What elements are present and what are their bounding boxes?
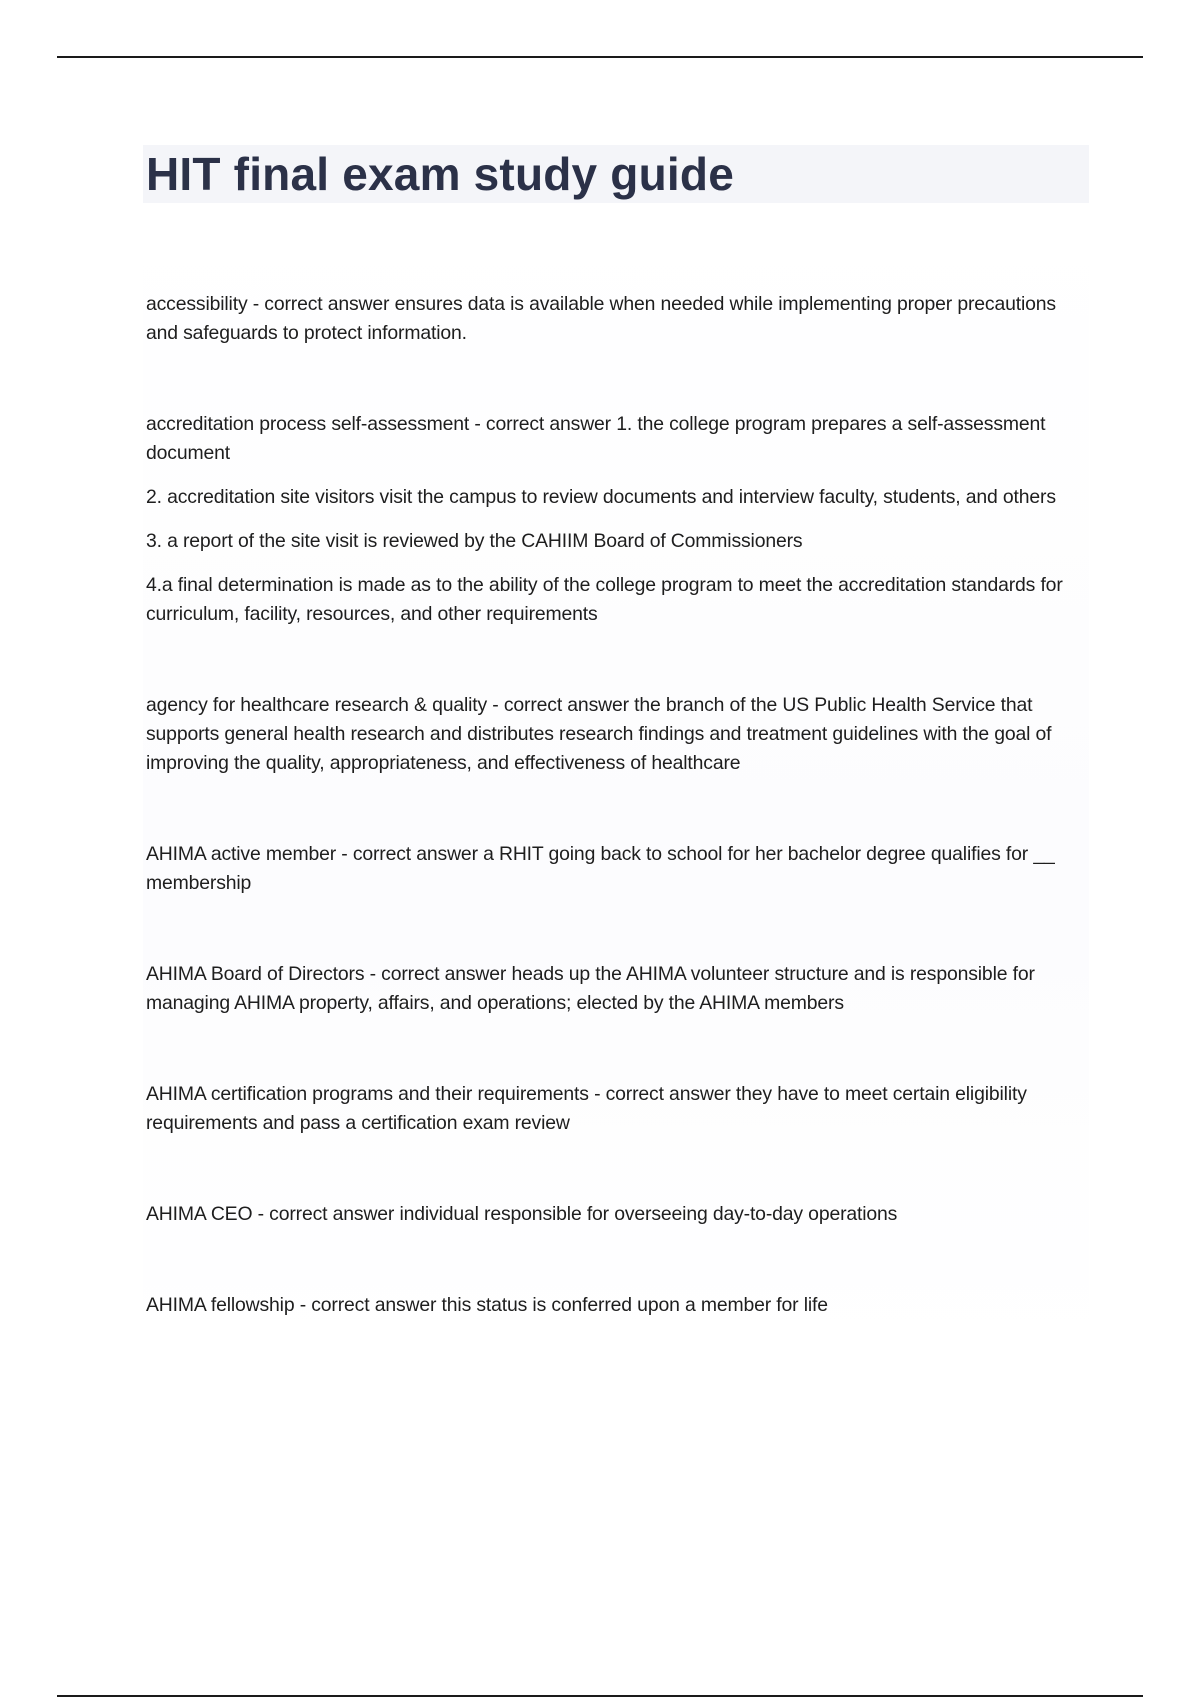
entry-ahima-certification-programs [146, 1080, 1091, 1138]
entry-accessibility [146, 290, 1091, 348]
entry-ahima-board-of-directors [146, 960, 1091, 1018]
entry-text: AHIMA CEO - correct answer individual responsible for overseeing day-to-day operations [146, 1203, 898, 1225]
entry-ahima-active-member [146, 840, 1091, 898]
entry-ahima-ceo [146, 1200, 1091, 1229]
entry-step: 4.a final determination is made as to the ability of the college program to meet the accreditation standards for curriculum, facility, resources, and other requirements [146, 574, 1063, 625]
entry-agency-healthcare-research [146, 691, 1091, 778]
study-guide-entries [146, 290, 1091, 1382]
page-title: HIT final exam study guide [146, 148, 734, 200]
entry-text: accessibility - correct answer ensures data is available when needed while implementing proper precautions and safeguards to protect information. [146, 293, 1056, 344]
entry-text: AHIMA certification programs and their requirements - correct answer they have to meet certain eligibility requirements and pass a certification exam review [146, 1083, 1027, 1134]
top-divider [57, 56, 1143, 58]
entry-text: AHIMA fellowship - correct answer this status is conferred upon a member for life [146, 1294, 828, 1316]
entry-text: AHIMA Board of Directors - correct answer heads up the AHIMA volunteer structure and is responsible for managing AHIMA property, affairs, and operations; elected by the AHIMA members [146, 963, 1035, 1014]
entry-text: agency for healthcare research & quality - correct answer the branch of the US Public Health Service that supports general health research and distributes research findings and treatment guidelines with the goal of improving the quality, appropriateness, and effectiveness of healthcare [146, 694, 1052, 774]
bottom-divider [57, 1695, 1143, 1697]
entry-ahima-fellowship [146, 1291, 1091, 1320]
entry-text: accreditation process self-assessment - correct answer 1. the college program prepares a self-assessment document [146, 413, 1046, 464]
entry-accreditation-process [146, 410, 1091, 629]
entry-step: 2. accreditation site visitors visit the campus to review documents and interview faculty, students, and others [146, 486, 1056, 508]
entry-text: AHIMA active member - correct answer a RHIT going back to school for her bachelor degree qualifies for __ membership [146, 843, 1055, 894]
entry-step: 3. a report of the site visit is reviewed by the CAHIIM Board of Commissioners [146, 530, 803, 552]
